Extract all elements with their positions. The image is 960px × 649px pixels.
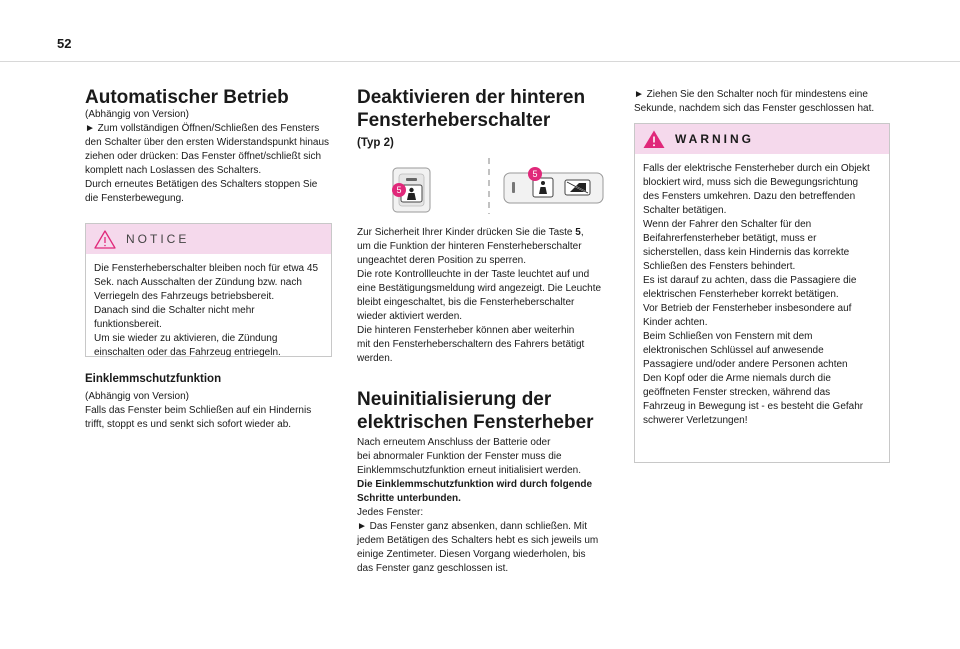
text-line: ► Das Fenster ganz absenken, dann schließen. Mit xyxy=(357,521,588,532)
warning-line: Fahrzeug in Bewegung ist - es besteht die Gefahr xyxy=(643,401,864,412)
warning-line: Wenn der Fahrer den Schalter für den xyxy=(643,219,812,230)
warning-triangle-icon xyxy=(94,229,116,249)
warning-line: Beifahrerfensterheber betätigt, muss er xyxy=(643,233,817,244)
warning-box xyxy=(634,123,890,463)
warning-line: Falls der elektrische Fensterheber durch ein Objekt xyxy=(643,163,870,174)
notice-line: Sek. nach Ausschalten der Zündung bzw. nach xyxy=(94,277,302,288)
warning-line: Beim Schließen von Fenstern mit dem xyxy=(643,331,813,342)
text-line: einige Zentimeter. Diesen Vorgang wiederholen, bis xyxy=(357,549,586,560)
text-line xyxy=(357,254,619,268)
key-number: 5 xyxy=(575,227,581,238)
type-label: (Typ 2) xyxy=(357,137,394,149)
text-line: Falls das Fenster beim Schließen auf ein Hindernis xyxy=(85,405,312,416)
text-line: das Fenster ganz geschlossen ist. xyxy=(357,563,509,574)
text-segment: wieder aktiviert werden. xyxy=(357,311,463,322)
callout-5-right-label: 5 xyxy=(532,169,538,179)
header-divider xyxy=(0,61,960,62)
warning-line: blockiert wird, muss sich die Bewegungsrichtung xyxy=(643,177,859,188)
text-segment: mit den Fensterheberschaltern des Fahrers betätigt xyxy=(357,339,585,350)
text-segment: um die Funktion der hinteren Fensterheberschalter xyxy=(357,241,582,252)
anti-trap-text xyxy=(85,390,345,432)
text-segment: , xyxy=(580,227,584,238)
reinit-block xyxy=(357,436,619,576)
notice-line: Verriegeln des Fahrzeugs betriebsbereit. xyxy=(94,291,275,302)
text-segment: eine Bestätigungsmeldung wird angezeigt. Die Leuchte xyxy=(357,283,602,294)
warning-line: geöffneten Fenster strecken, während das xyxy=(643,387,831,398)
text-segment: ungeachtet deren Position zu sperren. xyxy=(357,255,526,266)
text-line: die Fensterbewegung. xyxy=(85,193,184,204)
text-line xyxy=(357,324,619,338)
warning-line: Schalter betätigen. xyxy=(643,205,727,216)
bold-line: Die Einklemmschutzfunktion wird durch folgende xyxy=(357,479,593,490)
text-line: ► Zum vollständigen Öffnen/Schließen des Fensters xyxy=(85,123,320,134)
text-line: ziehen oder drücken: Das Fenster öffnet/schließt sich xyxy=(85,151,322,162)
warning-triangle-icon xyxy=(643,129,665,149)
warning-title: WARNING xyxy=(675,132,754,146)
text-segment: Die rote Kontrollleuchte in der Taste leuchtet auf und xyxy=(357,269,590,280)
text-segment: bleibt eingeschaltet, bis die Fensterheberschalter xyxy=(357,297,575,308)
text-line xyxy=(357,310,619,324)
heading-line: elektrischen Fensterheber xyxy=(357,412,594,433)
deactivate-body xyxy=(357,226,619,366)
notice-box xyxy=(85,223,332,357)
bold-line: Schritte unterbunden. xyxy=(357,493,461,504)
text-line: Sekunde, nachdem sich das Fenster geschlossen hat. xyxy=(634,103,875,114)
text-line: jedem Betätigen des Schalters hebt es sich jeweils um xyxy=(357,535,599,546)
heading-reinit xyxy=(357,388,594,434)
warning-line: elektrischen Fensterheber korrekt betätigen. xyxy=(643,289,839,300)
callout-5-left-label: 5 xyxy=(396,185,402,195)
heading-line: Fensterheberschalter xyxy=(357,110,551,131)
text-line: Jedes Fenster: xyxy=(357,507,424,518)
switch-illustration xyxy=(369,152,609,218)
intro-text xyxy=(85,108,345,206)
text-line xyxy=(357,338,619,352)
text-line: Einklemmschutzfunktion erneut initialisiert werden. xyxy=(357,465,581,476)
warning-line: Schließen des Fensters behindert. xyxy=(643,261,796,272)
text-segment: Zur Sicherheit Ihrer Kinder drücken Sie die Taste xyxy=(357,227,576,238)
text-line: trifft, stoppt es und senkt sich sofort wieder ab. xyxy=(85,419,292,430)
text-segment: Die hinteren Fensterheber können aber weiterhin xyxy=(357,325,575,336)
notice-title: NOTICE xyxy=(126,232,190,246)
text-segment: werden. xyxy=(357,353,393,364)
text-line: (Abhängig von Version) xyxy=(85,391,189,402)
warning-line: Den Kopf oder die Arme niemals durch die xyxy=(643,373,831,384)
notice-line: Um sie wieder zu aktivieren, die Zündung xyxy=(94,333,278,344)
text-line: den Schalter über den ersten Widerstandspunkt hinaus xyxy=(85,137,330,148)
warning-body xyxy=(635,154,889,434)
notice-line: Danach sind die Schalter nicht mehr funktionsbereit. xyxy=(94,305,255,330)
heading-deactivate xyxy=(357,86,585,132)
notice-line: einschalten oder das Fahrzeug entriegeln. xyxy=(94,347,281,358)
text-line xyxy=(357,282,619,296)
warning-line: schwerer Verletzungen! xyxy=(643,415,748,426)
text-line xyxy=(357,352,619,366)
heading-line: Neuinitialisierung der xyxy=(357,389,552,410)
heading-automatic: Automatischer Betrieb xyxy=(85,87,289,108)
warning-header xyxy=(635,124,889,154)
warning-line: elektronischen Schlüssel auf anwesende xyxy=(643,345,824,356)
text-line: Durch erneutes Betätigen des Schalters stoppen Sie xyxy=(85,179,318,190)
text-line: bei abnormaler Funktion der Fenster muss die xyxy=(357,451,562,462)
hold-switch-step xyxy=(634,88,894,116)
warning-line: des Fensters umkehren. Dazu den betreffenden xyxy=(643,191,856,202)
text-line: ► Ziehen Sie den Schalter noch für mindestens eine xyxy=(634,89,868,100)
warning-line: sicherstellen, dass kein Hindernis das korrekte xyxy=(643,247,850,258)
text-line: Nach erneutem Anschluss der Batterie oder xyxy=(357,437,551,448)
text-line xyxy=(357,268,619,282)
heading-line: Deaktivieren der hinteren xyxy=(357,87,586,108)
warning-line: Kinder achten. xyxy=(643,317,708,328)
subheading-anti-trap: Einklemmschutzfunktion xyxy=(85,373,222,385)
text-line xyxy=(357,240,619,254)
text-line: (Abhängig von Version) xyxy=(85,109,189,120)
warning-line: Vor Betrieb der Fensterheber insbesondere auf xyxy=(643,303,852,314)
text-line xyxy=(357,226,619,240)
warning-line: Passagiere und/oder andere Personen achten xyxy=(643,359,848,370)
notice-line: Die Fensterheberschalter bleiben noch für etwa 45 xyxy=(94,263,319,274)
notice-body xyxy=(86,254,331,366)
warning-line: Es ist darauf zu achten, dass die Passagiere die xyxy=(643,275,857,286)
page-number: 52 xyxy=(57,36,72,51)
notice-header xyxy=(86,224,331,254)
text-line xyxy=(357,296,619,310)
text-line: komplett nach Loslassen des Schalters. xyxy=(85,165,262,176)
